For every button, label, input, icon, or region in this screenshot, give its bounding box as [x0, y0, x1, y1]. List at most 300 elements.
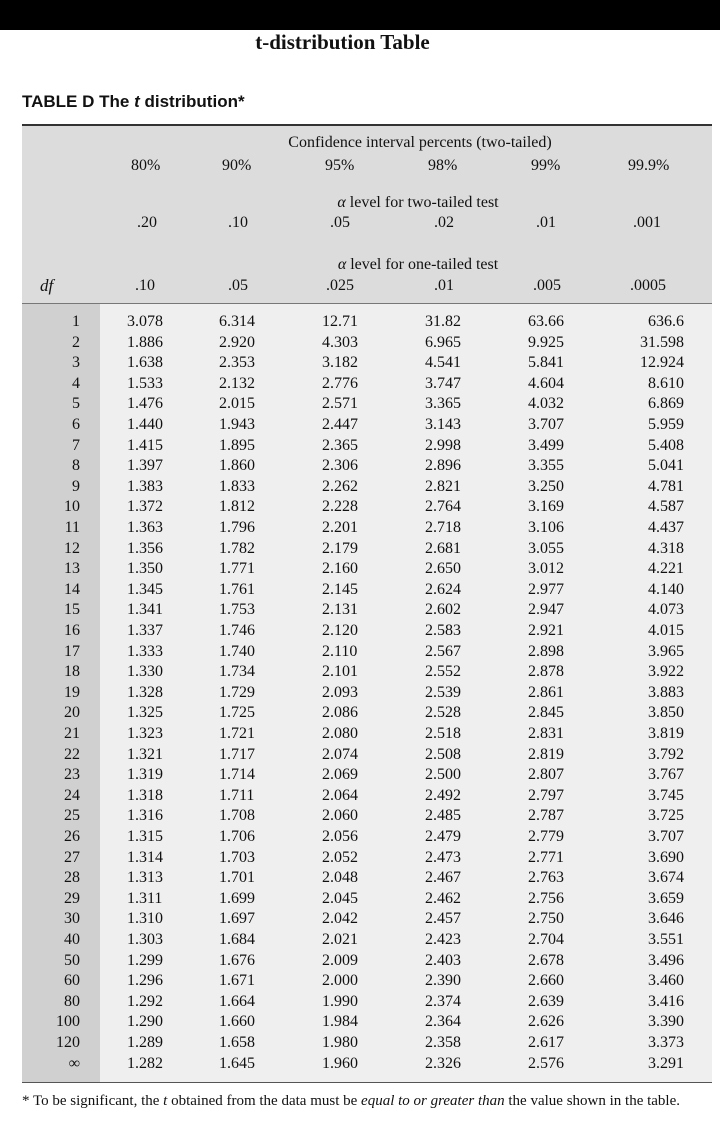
critical-value-cell: 4.318 — [648, 539, 684, 557]
critical-value-cell: 1.796 — [219, 519, 255, 536]
critical-value-cell: 3.659 — [648, 889, 684, 907]
df-cell: 9 — [72, 477, 80, 495]
critical-value-cell: 2.457 — [425, 910, 461, 928]
critical-value-cell: 4.541 — [425, 354, 461, 372]
critical-value-cell: 1.671 — [219, 972, 255, 990]
critical-value-cell: 636.6 — [648, 313, 684, 330]
critical-value-cell: 1.740 — [219, 642, 255, 660]
critical-value-cell: 4.437 — [648, 519, 684, 536]
df-cell: 7 — [72, 436, 80, 454]
critical-value-cell: 1.325 — [127, 704, 163, 722]
critical-value-cell: 1.321 — [127, 745, 163, 763]
critical-value-cell: 2.681 — [425, 539, 461, 557]
critical-value-cell: 3.250 — [528, 477, 564, 495]
critical-value-cell: 4.015 — [648, 622, 684, 639]
critical-value-cell: 3.883 — [648, 683, 684, 701]
critical-value-cell: 1.782 — [219, 539, 255, 557]
df-cell: 3 — [72, 354, 80, 372]
critical-value-cell: 63.66 — [528, 313, 564, 330]
critical-value-cell: 3.169 — [528, 498, 564, 516]
critical-value-cell: 2.756 — [528, 889, 564, 907]
critical-value-cell: 4.604 — [528, 374, 564, 392]
table-row — [0, 848, 720, 868]
critical-value-cell: 2.101 — [322, 663, 358, 681]
ci-title: Confidence interval percents (two-tailed) — [288, 134, 552, 151]
critical-value-cell: 2.639 — [528, 992, 564, 1010]
critical-value-cell: 2.920 — [219, 333, 255, 351]
critical-value-cell: 3.725 — [648, 807, 684, 825]
critical-value-cell: 2.624 — [425, 580, 461, 598]
critical-value-cell: 2.764 — [425, 498, 461, 516]
critical-value-cell: 1.315 — [127, 828, 163, 845]
table-row — [0, 909, 720, 929]
table-row — [0, 621, 720, 641]
critical-value-cell: 1.734 — [219, 663, 255, 681]
critical-value-cell: 2.626 — [528, 1013, 564, 1031]
critical-value-cell: 1.282 — [127, 1054, 163, 1072]
critical-value-cell: 2.423 — [425, 931, 461, 948]
critical-value-cell: 2.704 — [528, 931, 564, 948]
df-cell: 6 — [72, 416, 80, 433]
critical-value-cell: 1.980 — [322, 1034, 358, 1051]
critical-value-cell: 2.567 — [425, 642, 461, 660]
critical-value-cell: 1.415 — [127, 436, 163, 454]
critical-value-cell: 3.819 — [648, 725, 684, 742]
critical-value-cell: 2.896 — [425, 457, 461, 475]
critical-value-cell: 1.833 — [219, 477, 255, 495]
df-cell: 17 — [64, 642, 80, 660]
critical-value-cell: 3.373 — [648, 1034, 684, 1051]
critical-value-cell: 5.041 — [648, 457, 684, 475]
critical-value-cell: 2.921 — [528, 622, 564, 639]
critical-value-cell: 3.182 — [322, 354, 358, 372]
critical-value-cell: 3.143 — [425, 416, 461, 433]
critical-value-cell: 1.895 — [219, 436, 255, 454]
critical-value-cell: 2.807 — [528, 766, 564, 784]
critical-value-cell: 2.052 — [322, 848, 358, 866]
critical-value-cell: 2.898 — [528, 642, 564, 660]
critical-value-cell: 2.650 — [425, 560, 461, 578]
df-cell: 5 — [72, 395, 80, 413]
critical-value-cell: 1.337 — [127, 622, 163, 639]
critical-value-cell: 3.707 — [648, 828, 684, 845]
critical-value-cell: 2.718 — [425, 519, 461, 536]
critical-value-cell: 2.947 — [528, 601, 564, 619]
critical-value-cell: 1.299 — [127, 951, 163, 969]
critical-value-cell: 1.350 — [127, 560, 163, 578]
critical-value-cell: 2.045 — [322, 889, 358, 907]
critical-value-cell: 1.533 — [127, 374, 163, 392]
df-cell: 24 — [64, 786, 80, 804]
df-cell: 22 — [64, 745, 80, 763]
critical-value-cell: 1.984 — [322, 1013, 358, 1031]
critical-value-cell: 1.708 — [219, 807, 255, 825]
critical-value-cell: 4.303 — [322, 333, 358, 351]
two-tailed-value: .20 — [137, 214, 157, 231]
table-row — [0, 312, 720, 332]
critical-value-cell: 4.140 — [648, 580, 684, 598]
critical-value-cell: 3.055 — [528, 539, 564, 557]
critical-value-cell: 2.528 — [425, 704, 461, 722]
df-header: df — [40, 276, 54, 295]
critical-value-cell: 2.571 — [322, 395, 358, 413]
critical-value-cell: 2.485 — [425, 807, 461, 825]
table-row — [0, 642, 720, 662]
critical-value-cell: 3.551 — [648, 931, 684, 948]
df-cell: 19 — [64, 683, 80, 701]
critical-value-cell: 3.499 — [528, 436, 564, 454]
table-row — [0, 992, 720, 1012]
critical-value-cell: 5.959 — [648, 416, 684, 433]
table-row — [0, 683, 720, 703]
critical-value-cell: 1.323 — [127, 725, 163, 742]
critical-value-cell: 12.924 — [640, 354, 684, 372]
df-cell: 13 — [64, 560, 80, 578]
critical-value-cell: 2.678 — [528, 951, 564, 969]
critical-value-cell: 1.316 — [127, 807, 163, 825]
critical-value-cell: 2.228 — [322, 498, 358, 516]
critical-value-cell: 4.587 — [648, 498, 684, 516]
critical-value-cell: 1.311 — [127, 889, 163, 907]
critical-value-cell: 1.717 — [219, 745, 255, 763]
critical-value-cell: 2.069 — [322, 766, 358, 784]
critical-value-cell: 2.508 — [425, 745, 461, 763]
table-bottom-rule — [22, 1082, 712, 1083]
critical-value-cell: 2.201 — [322, 519, 358, 536]
critical-value-cell: 2.602 — [425, 601, 461, 619]
critical-value-cell: 2.353 — [219, 354, 255, 372]
critical-value-cell: 1.341 — [127, 601, 163, 619]
page-title: t-distribution Table — [255, 30, 430, 54]
critical-value-cell: 3.707 — [528, 416, 564, 433]
one-tailed-value: .0005 — [630, 277, 666, 294]
critical-value-cell: 3.767 — [648, 766, 684, 784]
df-cell: 23 — [64, 766, 80, 784]
df-cell: 16 — [64, 622, 80, 639]
critical-value-cell: 4.221 — [648, 560, 684, 578]
table-row — [0, 827, 720, 847]
critical-value-cell: 2.131 — [322, 601, 358, 619]
df-cell: 2 — [72, 333, 80, 351]
critical-value-cell: 1.292 — [127, 992, 163, 1010]
critical-value-cell: 2.861 — [528, 683, 564, 701]
critical-value-cell: 3.460 — [648, 972, 684, 990]
df-cell: ∞ — [68, 1054, 80, 1072]
critical-value-cell: 1.721 — [219, 725, 255, 742]
critical-value-cell: 1.703 — [219, 848, 255, 866]
critical-value-cell: 3.106 — [528, 519, 564, 536]
critical-value-cell: 2.518 — [425, 725, 461, 742]
critical-value-cell: 3.416 — [648, 992, 684, 1010]
critical-value-cell: 1.753 — [219, 601, 255, 619]
table-row — [0, 436, 720, 456]
critical-value-cell: 1.318 — [127, 786, 163, 804]
critical-value-cell: 3.496 — [648, 951, 684, 969]
table-row — [0, 497, 720, 517]
critical-value-cell: 1.328 — [127, 683, 163, 701]
table-row — [0, 1054, 720, 1074]
critical-value-cell: 2.500 — [425, 766, 461, 784]
critical-value-cell: 3.747 — [425, 374, 461, 392]
critical-value-cell: 5.841 — [528, 354, 564, 372]
critical-value-cell: 3.390 — [648, 1013, 684, 1031]
critical-value-cell: 2.120 — [322, 622, 358, 639]
critical-value-cell: 2.132 — [219, 374, 255, 392]
critical-value-cell: 1.290 — [127, 1013, 163, 1031]
table-row — [0, 518, 720, 538]
critical-value-cell: 1.319 — [127, 766, 163, 784]
critical-value-cell: 6.869 — [648, 395, 684, 413]
df-cell: 12 — [64, 539, 80, 557]
df-cell: 8 — [72, 457, 80, 475]
critical-value-cell: 2.060 — [322, 807, 358, 825]
df-cell: 26 — [64, 828, 80, 845]
critical-value-cell: 1.706 — [219, 828, 255, 845]
critical-value-cell: 1.296 — [127, 972, 163, 990]
critical-value-cell: 2.821 — [425, 477, 461, 495]
critical-value-cell: 1.440 — [127, 416, 163, 433]
critical-value-cell: 1.397 — [127, 457, 163, 475]
critical-value-cell: 2.009 — [322, 951, 358, 969]
critical-value-cell: 1.313 — [127, 869, 163, 887]
table-row — [0, 703, 720, 723]
critical-value-cell: 12.71 — [322, 313, 358, 330]
critical-value-cell: 2.358 — [425, 1034, 461, 1051]
df-cell: 15 — [64, 601, 80, 619]
table-row — [0, 1033, 720, 1053]
table-row — [0, 333, 720, 353]
critical-value-cell: 2.462 — [425, 889, 461, 907]
critical-value-cell: 1.363 — [127, 519, 163, 536]
table-row — [0, 559, 720, 579]
table-row — [0, 971, 720, 991]
critical-value-cell: 2.080 — [322, 725, 358, 742]
critical-value-cell: 2.787 — [528, 807, 564, 825]
table-row — [0, 868, 720, 888]
critical-value-cell: 2.763 — [528, 869, 564, 887]
two-tailed-value: .05 — [330, 214, 350, 231]
critical-value-cell: 3.078 — [127, 313, 163, 330]
one-tailed-value: .005 — [533, 277, 561, 294]
critical-value-cell: 2.056 — [322, 828, 358, 845]
table-row — [0, 415, 720, 435]
critical-value-cell: 3.674 — [648, 869, 684, 887]
df-cell: 11 — [64, 519, 80, 536]
critical-value-cell: 2.473 — [425, 848, 461, 866]
table-row — [0, 539, 720, 559]
df-cell: 60 — [64, 972, 80, 990]
critical-value-cell: 1.960 — [322, 1054, 358, 1072]
critical-value-cell: 2.306 — [322, 457, 358, 475]
critical-value-cell: 2.064 — [322, 786, 358, 804]
table-label: TABLE D The t distribution* — [22, 92, 245, 111]
df-cell: 29 — [64, 889, 80, 907]
critical-value-cell: 2.160 — [322, 560, 358, 578]
critical-value-cell: 2.021 — [322, 931, 358, 948]
two-tailed-title: α level for two-tailed test — [337, 194, 499, 211]
footnote: * To be significant, the t obtained from the data must be equal to or greater than the value shown in the table. — [22, 1093, 681, 1109]
critical-value-cell: 2.845 — [528, 704, 564, 722]
critical-value-cell: 2.779 — [528, 828, 564, 845]
critical-value-cell: 1.746 — [219, 622, 255, 639]
df-cell: 10 — [64, 498, 80, 516]
two-tailed-value: .001 — [633, 214, 661, 231]
critical-value-cell: 1.725 — [219, 704, 255, 722]
critical-value-cell: 2.048 — [322, 869, 358, 887]
critical-value-cell: 1.645 — [219, 1054, 255, 1072]
critical-value-cell: 3.291 — [648, 1054, 684, 1072]
table-row — [0, 724, 720, 744]
table-row — [0, 786, 720, 806]
ci-value: 80% — [131, 157, 161, 174]
table-row — [0, 951, 720, 971]
one-tailed-value: .10 — [135, 277, 155, 294]
critical-value-cell: 3.012 — [528, 560, 564, 578]
critical-value-cell: 6.314 — [219, 313, 255, 330]
critical-value-cell: 3.850 — [648, 704, 684, 722]
critical-value-cell: 2.771 — [528, 848, 564, 866]
critical-value-cell: 3.646 — [648, 910, 684, 928]
critical-value-cell: 2.831 — [528, 725, 564, 742]
critical-value-cell: 2.479 — [425, 828, 461, 845]
critical-value-cell: 2.374 — [425, 992, 461, 1010]
df-cell: 80 — [64, 992, 80, 1010]
critical-value-cell: 3.365 — [425, 395, 461, 413]
critical-value-cell: 1.761 — [219, 580, 255, 598]
critical-value-cell: 2.819 — [528, 745, 564, 763]
table-row — [0, 930, 720, 950]
critical-value-cell: 1.638 — [127, 354, 163, 372]
critical-value-cell: 1.697 — [219, 910, 255, 928]
ci-value: 98% — [428, 157, 458, 174]
critical-value-cell: 2.552 — [425, 663, 461, 681]
table-row — [0, 889, 720, 909]
df-cell: 50 — [64, 951, 80, 969]
critical-value-cell: 1.330 — [127, 663, 163, 681]
critical-value-cell: 2.660 — [528, 972, 564, 990]
critical-value-cell: 31.598 — [640, 333, 684, 351]
critical-value-cell: 2.086 — [322, 704, 358, 722]
critical-value-cell: 1.860 — [219, 457, 255, 475]
critical-value-cell: 2.074 — [322, 745, 358, 763]
critical-value-cell: 2.364 — [425, 1013, 461, 1031]
table-row — [0, 600, 720, 620]
ci-value: 95% — [325, 157, 355, 174]
df-cell: 4 — [72, 374, 80, 392]
critical-value-cell: 1.310 — [127, 910, 163, 928]
critical-value-cell: 3.792 — [648, 745, 684, 763]
critical-value-cell: 2.093 — [322, 683, 358, 701]
df-cell: 25 — [64, 807, 80, 825]
critical-value-cell: 9.925 — [528, 333, 564, 351]
two-tailed-value: .10 — [228, 214, 248, 231]
critical-value-cell: 4.781 — [648, 477, 684, 495]
critical-value-cell: 1.356 — [127, 539, 163, 557]
critical-value-cell: 2.776 — [322, 374, 358, 392]
critical-value-cell: 1.701 — [219, 869, 255, 887]
df-cell: 100 — [56, 1013, 80, 1031]
table-row — [0, 374, 720, 394]
critical-value-cell: 1.886 — [127, 333, 163, 351]
one-tailed-value: .05 — [228, 277, 248, 294]
critical-value-cell: 2.447 — [322, 416, 358, 433]
critical-value-cell: 1.658 — [219, 1034, 255, 1051]
critical-value-cell: 3.690 — [648, 848, 684, 866]
critical-value-cell: 8.610 — [648, 374, 684, 392]
critical-value-cell: 2.797 — [528, 786, 564, 804]
top-black-bar — [0, 0, 720, 30]
df-cell: 20 — [64, 704, 80, 722]
df-cell: 30 — [64, 910, 80, 928]
critical-value-cell: 1.345 — [127, 580, 163, 598]
critical-value-cell: 1.714 — [219, 766, 255, 784]
table-row — [0, 353, 720, 373]
table-row — [0, 662, 720, 682]
critical-value-cell: 2.042 — [322, 910, 358, 928]
critical-value-cell: 2.179 — [322, 539, 358, 557]
critical-value-cell: 2.750 — [528, 910, 564, 928]
df-cell: 27 — [64, 848, 80, 866]
critical-value-cell: 1.664 — [219, 992, 255, 1010]
table-row — [0, 477, 720, 497]
critical-value-cell: 2.390 — [425, 972, 461, 990]
critical-value-cell: 1.314 — [127, 848, 163, 866]
critical-value-cell: 1.476 — [127, 395, 163, 413]
table-row — [0, 1012, 720, 1032]
critical-value-cell: 4.032 — [528, 395, 564, 413]
critical-value-cell: 1.699 — [219, 889, 255, 907]
critical-value-cell: 2.492 — [425, 786, 461, 804]
critical-value-cell: 1.812 — [219, 498, 255, 516]
df-cell: 28 — [64, 869, 80, 887]
df-cell: 18 — [64, 663, 80, 681]
critical-value-cell: 3.745 — [648, 786, 684, 804]
critical-value-cell: 31.82 — [425, 313, 461, 330]
critical-value-cell: 1.383 — [127, 477, 163, 495]
critical-value-cell: 1.333 — [127, 642, 163, 660]
critical-value-cell: 3.355 — [528, 457, 564, 475]
critical-value-cell: 1.729 — [219, 683, 255, 701]
critical-value-cell: 2.403 — [425, 951, 461, 969]
one-tailed-title: α level for one-tailed test — [337, 256, 499, 273]
critical-value-cell: 2.110 — [322, 642, 358, 660]
table-row — [0, 580, 720, 600]
table-row — [0, 765, 720, 785]
critical-value-cell: 2.539 — [425, 683, 461, 701]
critical-value-cell: 6.965 — [425, 333, 461, 351]
table-header — [22, 126, 712, 304]
critical-value-cell: 1.303 — [127, 931, 163, 948]
critical-value-cell: 2.015 — [219, 395, 255, 413]
critical-value-cell: 2.878 — [528, 663, 564, 681]
critical-value-cell: 2.998 — [425, 436, 461, 454]
df-cell: 21 — [64, 725, 80, 742]
critical-value-cell: 1.711 — [219, 786, 255, 804]
critical-value-cell: 2.365 — [322, 436, 358, 454]
critical-value-cell: 5.408 — [648, 436, 684, 454]
critical-value-cell: 1.289 — [127, 1034, 163, 1051]
df-cell: 1 — [72, 313, 80, 330]
critical-value-cell: 1.676 — [219, 951, 255, 969]
df-cell: 120 — [56, 1034, 80, 1051]
critical-value-cell: 4.073 — [648, 601, 684, 619]
two-tailed-value: .01 — [536, 214, 556, 231]
critical-value-cell: 2.000 — [322, 972, 358, 990]
critical-value-cell: 3.922 — [648, 663, 684, 681]
ci-value: 99% — [531, 157, 561, 174]
critical-value-cell: 1.660 — [219, 1013, 255, 1031]
one-tailed-value: .025 — [326, 277, 354, 294]
